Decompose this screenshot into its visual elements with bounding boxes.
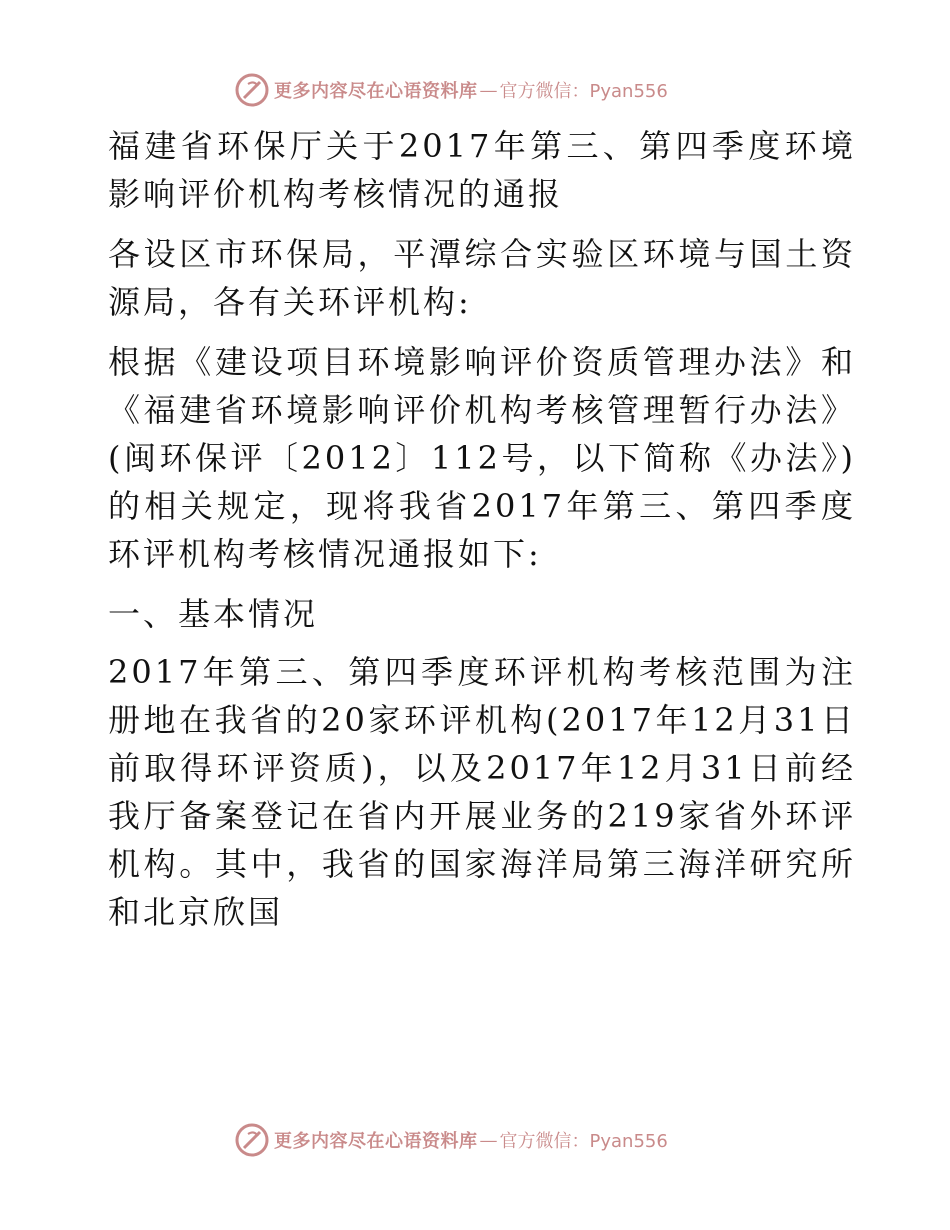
watermark-text: 更多内容尽在心语资料库 — [274, 81, 478, 102]
salutation: 各设区市环保局，平潭综合实验区环境与国土资源局，各有关环评机构: — [108, 235, 856, 321]
watermark-header — [234, 70, 668, 110]
logo-icon — [234, 72, 270, 108]
document-title: 福建省环保厅关于2017年第三、第四季度环境影响评价机构考核情况的通报 — [108, 127, 856, 213]
watermark-contact: 官方微信：Pyan556 — [499, 1131, 668, 1152]
section-heading-basic-info: 一、基本情况 — [108, 595, 319, 633]
watermark-contact: 官方微信：Pyan556 — [499, 81, 668, 102]
watermark-separator: — — [479, 79, 498, 101]
section-body-basic-info: 2017年第三、第四季度环评机构考核范围为注册地在我省的20家环评机构(2017年12月31日前取得环评资质)，以及2017年12月31日前经我厅备案登记在省内开展业务的219家省外环评机构。其中，我省的国家海洋局第三海洋研究所和北京欣国 — [108, 653, 856, 931]
watermark-text: 更多内容尽在心语资料库 — [274, 1131, 478, 1152]
watermark-footer — [234, 1120, 668, 1160]
watermark-separator: — — [479, 1129, 498, 1151]
document-body — [96, 122, 856, 948]
intro-paragraph: 根据《建设项目环境影响评价资质管理办法》和《福建省环境影响评价机构考核管理暂行办法》(闽环保评〔2012〕112号，以下简称《办法》)的相关规定，现将我省2017年第三、第四季度环评机构考核情况通报如下: — [108, 343, 856, 573]
logo-icon — [234, 1122, 270, 1158]
